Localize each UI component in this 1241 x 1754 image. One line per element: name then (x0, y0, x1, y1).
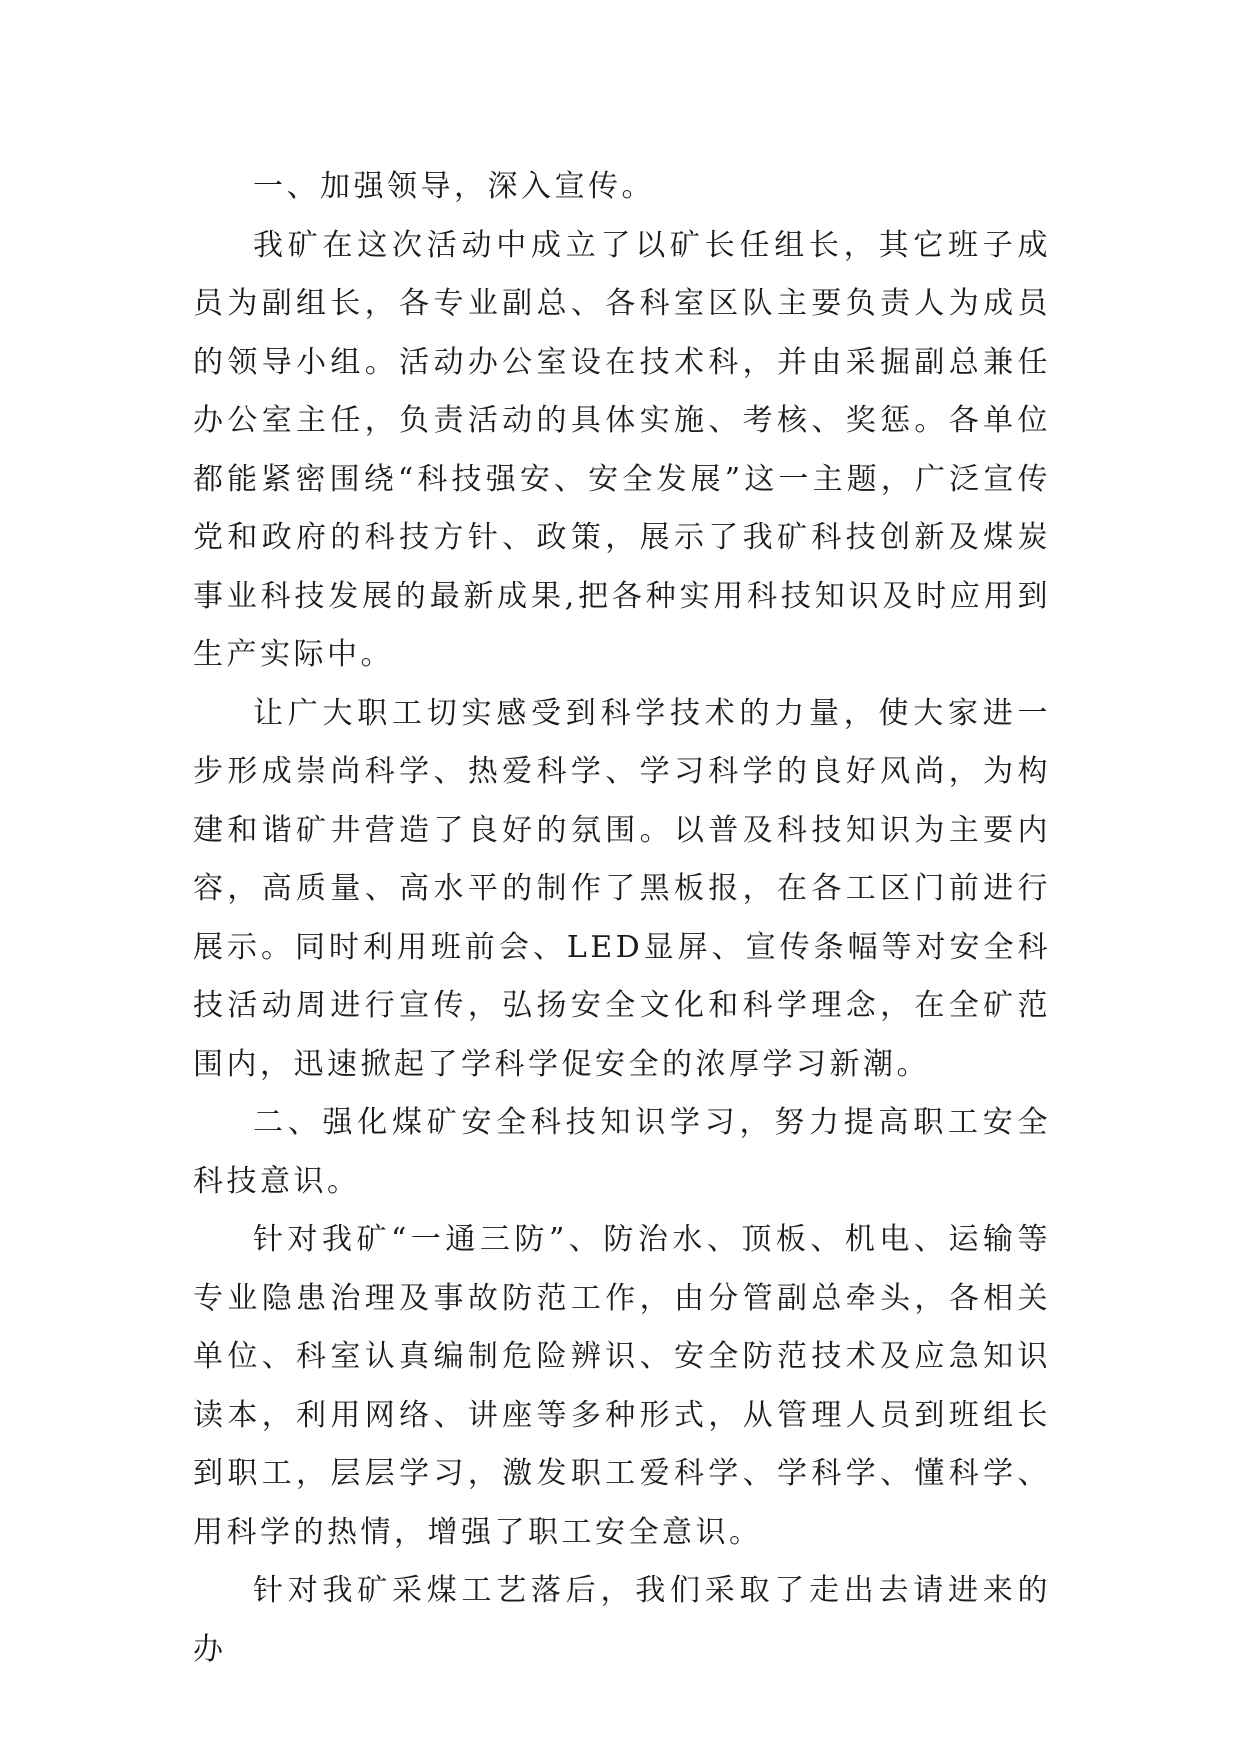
section-heading-2: 二、强化煤矿安全科技知识学习，努力提高职工安全科技意识。 (193, 1105, 1051, 1199)
section-heading-1: 一、加强领导，深入宣传。 (253, 169, 655, 204)
body-paragraph-1: 我矿在这次活动中成立了以矿长任组长，其它班子成员为副组长，各专业副总、各科室区队主要负责人为成员的领导小组。活动办公室设在技术科，并由采掘副总兼任办公室主任，负责活动的具体实施、考核、奖惩。各单位都能紧密围绕“科技强安、安全发展”这一主题，广泛宣传党和政府的科技方针、政策，展示了我矿科技创新及煤炭事业科技发展的最新成果,把各种实用科技知识及时应用到生产实际中。 (193, 227, 1051, 672)
body-paragraph-3: 针对我矿“一通三防”、防治水、顶板、机电、运输等专业隐患治理及事故防范工作，由分管副总牵头，各相关单位、科室认真编制危险辨识、安全防范技术及应急知识读本，利用网络、讲座等多种形式，从管理人员到班组长到职工，层层学习，激发职工爱科学、学科学、懂科学、用科学的热情，增强了职工安全意识。 (193, 1222, 1051, 1550)
document-body (193, 158, 1051, 1679)
body-paragraph-4: 针对我矿采煤工艺落后，我们采取了走出去请进来的办 (193, 1573, 1051, 1667)
body-paragraph-2: 让广大职工切实感受到科学技术的力量，使大家进一步形成崇尚科学、热爱科学、学习科学的良好风尚，为构建和谐矿井营造了良好的氛围。以普及科技知识为主要内容，高质量、高水平的制作了黑板报，在各工区门前进行展示。同时利用班前会、LED显屏、宣传条幅等对安全科技活动周进行宣传，弘扬安全文化和科学理念，在全矿范围内，迅速掀起了学科学促安全的浓厚学习新潮。 (193, 695, 1051, 1082)
